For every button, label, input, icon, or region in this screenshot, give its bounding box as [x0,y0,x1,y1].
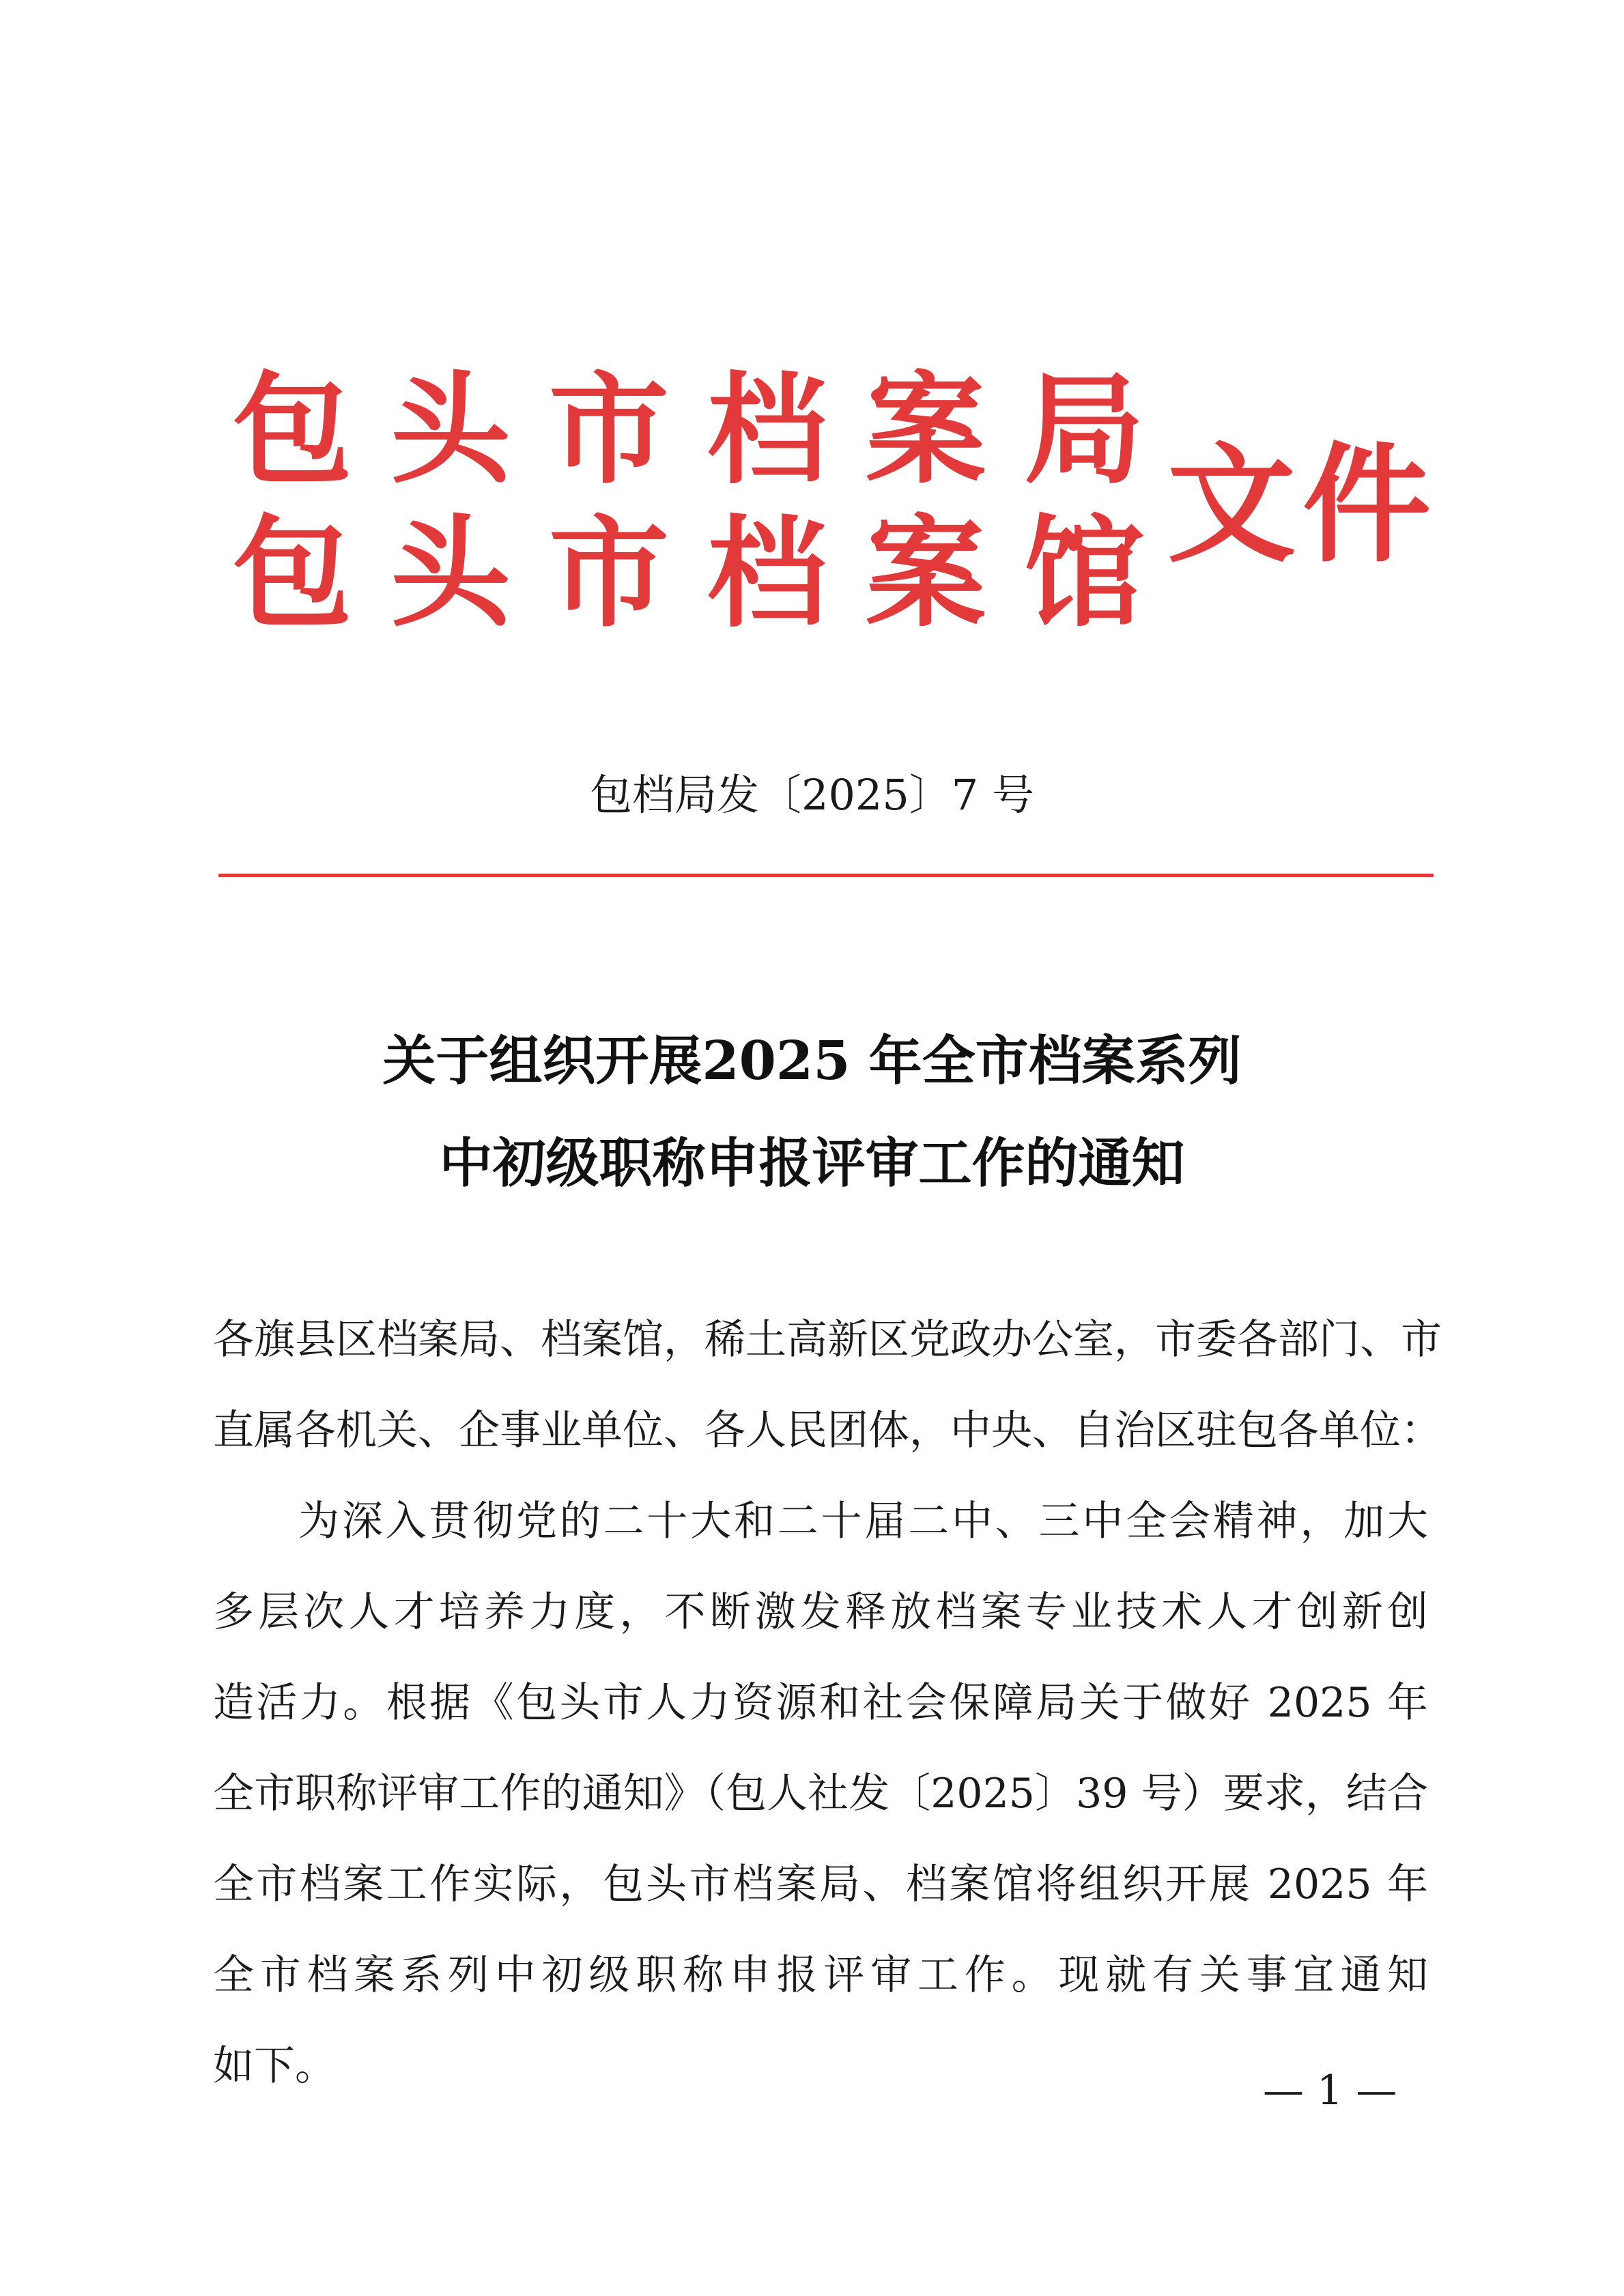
issuer-line-2: 包头市档案馆 [232,502,1183,644]
body-line: 造活力。根据《包头市人力资源和社会保障局关于做好 2025 年 [213,1679,1428,1727]
title-line-1: 关于组织开展2025 年全市档案系列 [382,1030,1242,1092]
title-line-2: 中初级职称申报评审工作的通知 [439,1132,1185,1194]
body-line: 直属各机关、企事业单位、各人民团体，中央、自治区驻包各单位： [213,1407,1442,1454]
document-number: 包档局发〔2025〕7 号 [590,770,1034,820]
red-divider-line [218,874,1434,877]
body-line: 全市档案系列中初级职称申报评审工作。现就有关事宜通知 [213,1951,1428,1999]
body-line: 各旗县区档案局、档案馆，稀土高新区党政办公室，市委各部门、市 [213,1316,1442,1364]
body-line: 如下。 [213,2042,336,2090]
body-line: 全市档案工作实际，包头市档案局、档案馆将组织开展 2025 年 [213,1861,1428,1908]
body-line: 多层次人才培养力度，不断激发释放档案专业技术人才创新创 [213,1588,1428,1636]
red-masthead [232,355,1438,644]
page-number: — 1 — [1263,2067,1397,2114]
doc-type-label: 文件 [1167,429,1438,580]
body-line: 全市职称评审工作的通知》（包人社发〔2025〕39 号）要求，结合 [213,1770,1428,1818]
body-line: 为深入贯彻党的二十大和二十届二中、三中全会精神，加大 [298,1497,1428,1545]
issuer-line-1: 包头市档案局 [232,359,1183,500]
